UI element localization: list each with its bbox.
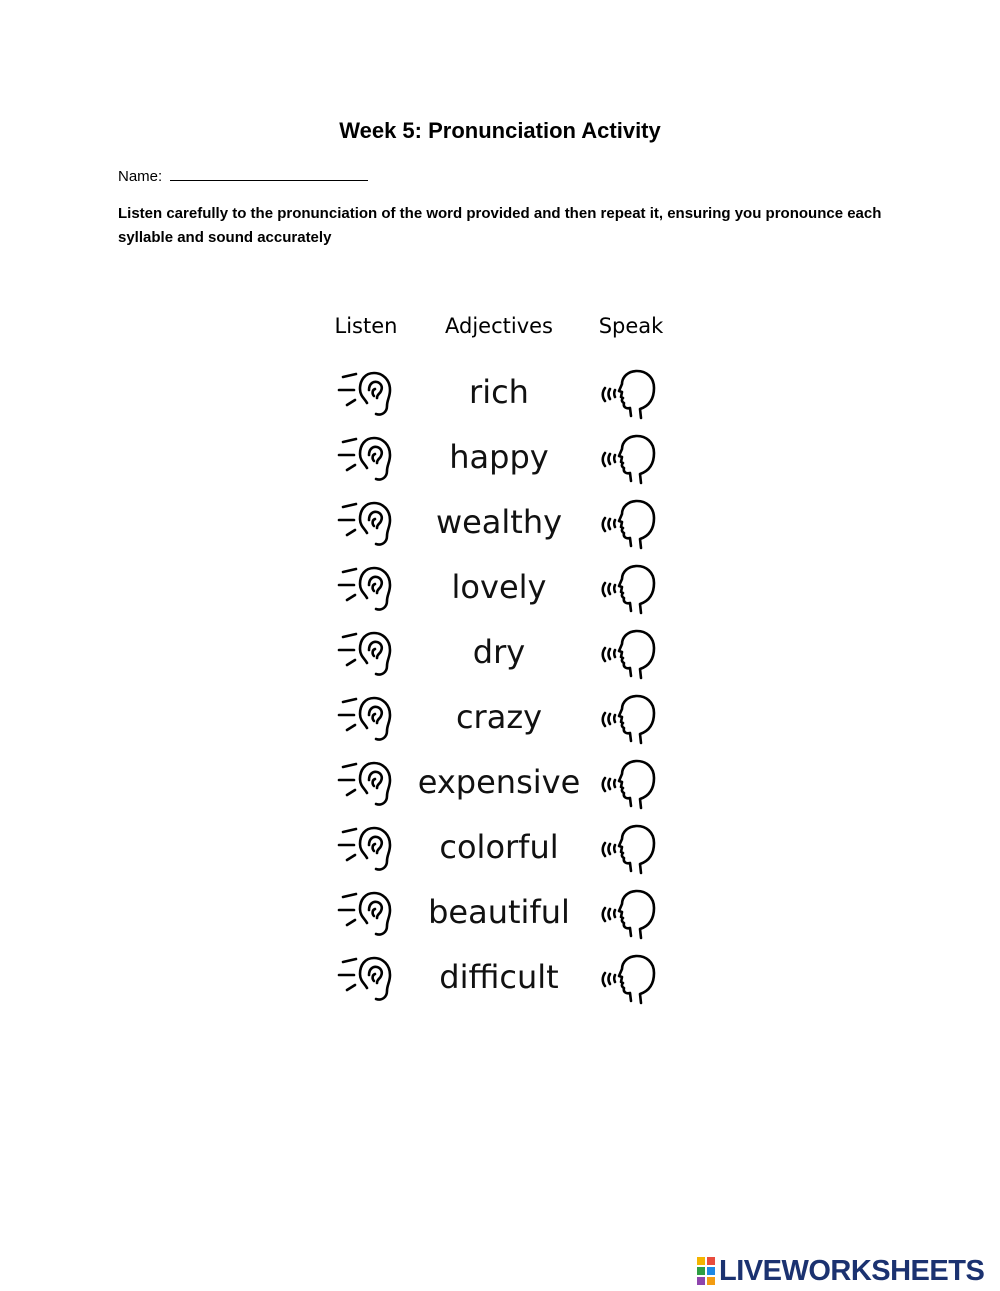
logo-mark-icon — [697, 1257, 715, 1285]
speaking-head-icon[interactable] — [600, 496, 660, 552]
ear-icon[interactable] — [336, 366, 396, 422]
ear-icon[interactable] — [336, 496, 396, 552]
adjective-word: happy — [449, 438, 549, 476]
adjective-word: dry — [472, 633, 526, 671]
adjective-word: difficult — [439, 958, 559, 996]
adjective-word: beautiful — [428, 893, 570, 931]
logo-tile — [707, 1267, 715, 1275]
word-row — [0, 496, 1000, 556]
logo-tile — [697, 1257, 705, 1265]
adjective-word: expensive — [417, 763, 581, 801]
header-listen: Listen — [334, 314, 398, 338]
ear-icon[interactable] — [336, 821, 396, 877]
name-label: Name: — [118, 168, 163, 185]
speaking-head-icon[interactable] — [600, 561, 660, 617]
logo-tile — [707, 1277, 715, 1285]
ear-icon[interactable] — [336, 561, 396, 617]
header-speak: Speak — [598, 314, 664, 338]
word-row — [0, 561, 1000, 621]
logo-tile — [707, 1257, 715, 1265]
logo-tile — [697, 1277, 705, 1285]
logo-text: LIVEWORKSHEETS — [719, 1254, 985, 1287]
word-row — [0, 821, 1000, 881]
speaking-head-icon[interactable] — [600, 626, 660, 682]
word-row — [0, 431, 1000, 491]
speaking-head-icon[interactable] — [600, 951, 660, 1007]
speaking-head-icon[interactable] — [600, 821, 660, 877]
word-row — [0, 366, 1000, 426]
adjective-word: lovely — [451, 568, 547, 606]
word-row — [0, 886, 1000, 946]
logo-tile — [697, 1267, 705, 1275]
name-field[interactable] — [170, 166, 368, 181]
word-row — [0, 951, 1000, 1011]
ear-icon[interactable] — [336, 691, 396, 747]
worksheet-title: Week 5: Pronunciation Activity — [339, 118, 661, 143]
word-row — [0, 756, 1000, 816]
adjective-word: colorful — [439, 828, 559, 866]
ear-icon[interactable] — [336, 951, 396, 1007]
ear-icon[interactable] — [336, 756, 396, 812]
ear-icon[interactable] — [336, 886, 396, 942]
speaking-head-icon[interactable] — [600, 691, 660, 747]
speaking-head-icon[interactable] — [600, 431, 660, 487]
liveworksheets-logo[interactable] — [697, 1254, 984, 1288]
speaking-head-icon[interactable] — [600, 366, 660, 422]
adjective-word: wealthy — [435, 503, 563, 541]
instructions: Listen carefully to the pronunciation of the word provided and then repeat it, ensuring you pronounce each syllable and sound accurately — [118, 205, 882, 246]
word-row — [0, 626, 1000, 686]
adjective-word: crazy — [455, 698, 543, 736]
header-adjectives: Adjectives — [445, 314, 553, 338]
speaking-head-icon[interactable] — [600, 756, 660, 812]
word-row — [0, 691, 1000, 751]
adjective-word: rich — [469, 373, 529, 411]
ear-icon[interactable] — [336, 431, 396, 487]
ear-icon[interactable] — [336, 626, 396, 682]
speaking-head-icon[interactable] — [600, 886, 660, 942]
name-row — [118, 166, 368, 185]
